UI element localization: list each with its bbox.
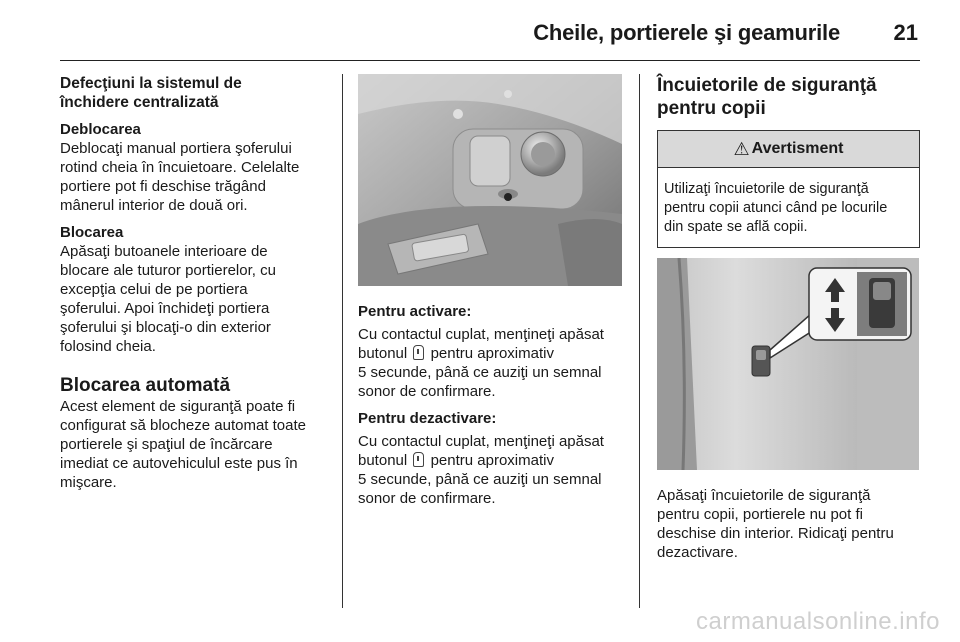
deactivate-line-2: butonul pentru aproximativ — [358, 452, 554, 469]
warning-triangle-icon: ⚠ — [733, 138, 750, 159]
caption-line-2: pentru copii, portierele nu pot fi — [657, 506, 863, 523]
auto-text-1: Acest element de siguranţă poate fi — [60, 398, 296, 415]
lock-text-3: excepţia celui de pe portiera — [60, 281, 248, 298]
column-middle — [358, 74, 622, 508]
column-left — [60, 74, 330, 492]
warning-label: Avertisment — [751, 140, 844, 157]
section-title-central-locking-line2: închidere centralizată — [60, 94, 219, 111]
column-divider-1 — [342, 74, 343, 608]
warning-header — [658, 131, 919, 168]
column-right — [657, 74, 920, 562]
page-number: 21 — [893, 20, 918, 45]
unlock-text-3: portiere pot fi deschise trăgând — [60, 178, 266, 195]
section-title-central-locking-line1: Defecţiuni la sistemul de — [60, 75, 242, 92]
caption-line-3: deschise din interior. Ridicaţi pentru — [657, 525, 894, 542]
section-title-child-locks-line2: pentru copii — [657, 98, 766, 119]
warning-body: Utilizaţi încuietorile de siguranţă pentru copii atunci când pe locurile din spate se află copii. — [664, 181, 888, 235]
deactivate-heading: Pentru dezactivare: — [358, 410, 497, 427]
lock-text-2: blocare ale tuturor portierelor, cu — [60, 262, 276, 279]
section-title-child-locks-line1: Încuietorile de siguranţă — [657, 75, 877, 96]
activate-heading: Pentru activare: — [358, 303, 472, 320]
section-title-auto-lock: Blocarea automată — [60, 375, 231, 396]
overhead-console-illustration — [358, 74, 622, 286]
activate-line-3: 5 secunde, până ce auziţi un semnal — [358, 364, 602, 381]
overhead-console-photo — [358, 74, 622, 286]
lock-text-6: folosind cheia. — [60, 338, 156, 355]
unlock-heading: Deblocarea — [60, 121, 141, 138]
lock-button-icon — [413, 452, 424, 467]
auto-text-3: portierele şi spaţiul de încărcare — [60, 436, 273, 453]
lock-heading: Blocarea — [60, 224, 124, 241]
unlock-text-1: Deblocaţi manual portiera şoferului — [60, 140, 292, 157]
auto-text-4: imediat ce autovehiculul este pus în — [60, 455, 298, 472]
column-divider-2 — [639, 74, 640, 608]
caption-line-1: Apăsaţi încuietorile de siguranţă — [657, 487, 871, 504]
activate-line-4: sonor de confirmare. — [358, 383, 496, 400]
lock-text-5: şoferului şi blocaţi-o din exterior — [60, 319, 271, 336]
activate-line-1: Cu contactul cuplat, menţineţi apăsat — [358, 326, 604, 343]
deactivate-line-4: sonor de confirmare. — [358, 490, 496, 507]
deactivate-line-3: 5 secunde, până ce auziţi un semnal — [358, 471, 602, 488]
deactivate-line-1: Cu contactul cuplat, menţineţi apăsat — [358, 433, 604, 450]
child-lock-photo — [657, 258, 919, 470]
caption-line-4: dezactivare. — [657, 544, 738, 561]
warning-box — [657, 130, 920, 248]
lock-button-icon — [413, 345, 424, 360]
child-lock-illustration — [657, 258, 919, 470]
activate-line-2: butonul pentru aproximativ — [358, 345, 554, 362]
unlock-text-4: mânerul interior de două ori. — [60, 197, 248, 214]
watermark: carmanualsonline.info — [696, 608, 940, 635]
auto-text-5: mişcare. — [60, 474, 117, 491]
auto-text-2: configurat să blocheze automat toate — [60, 417, 306, 434]
header-rule — [60, 60, 920, 61]
unlock-text-2: rotind cheia în încuietoare. Celelalte — [60, 159, 300, 176]
lock-text-1: Apăsaţi butoanele interioare de — [60, 243, 268, 260]
lock-text-4: şoferului. Apoi închideţi portiera — [60, 300, 270, 317]
header-title: Cheile, portierele şi geamurile — [533, 20, 840, 45]
